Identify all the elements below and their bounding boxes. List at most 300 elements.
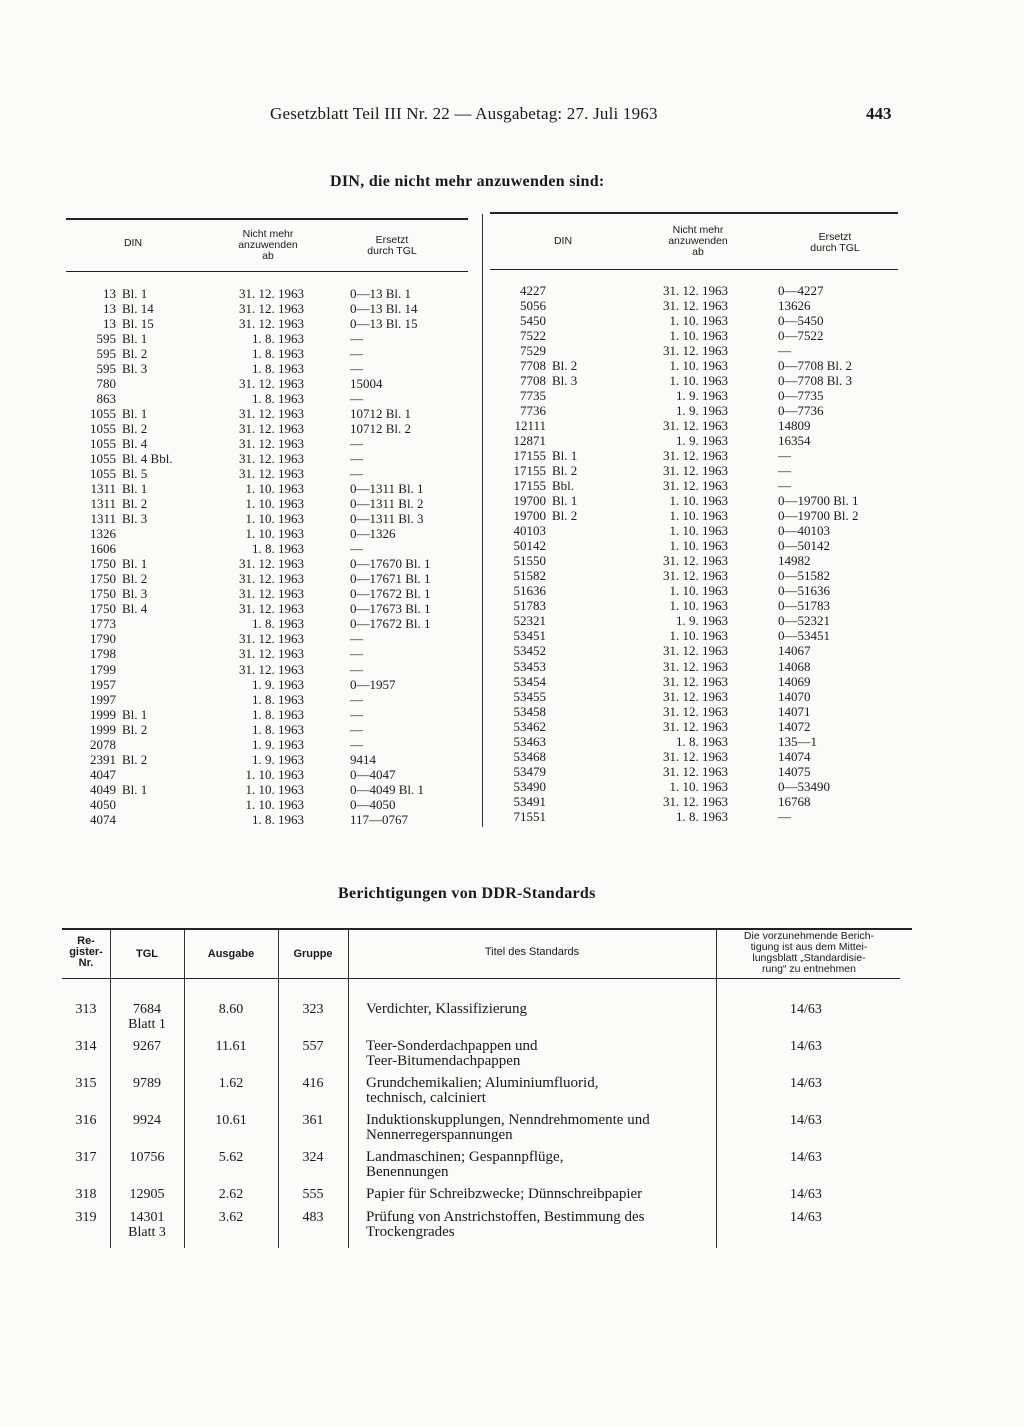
titel-line: Papier für Schreibzwecke; Dünnschreibpapier: [366, 1186, 643, 1202]
tgl-cell: 14070: [778, 688, 811, 704]
tgl-cell: 0—52321: [778, 613, 830, 629]
table-row: [494, 659, 904, 674]
date-cell: 31. 12. 1963: [239, 661, 304, 677]
reg-number: 318: [75, 1187, 97, 1202]
table-row: [76, 782, 476, 797]
date-cell: 1. 10. 1963: [669, 523, 728, 539]
running-header: Gesetzblatt Teil III Nr. 22 — Ausgabetag: 27. Juli 1963: [270, 104, 658, 123]
table-row: [76, 752, 476, 767]
din-suffix: Bbl.: [552, 478, 575, 494]
date-cell: 31. 12. 1963: [663, 793, 728, 809]
tgl-cell: 9414: [350, 751, 376, 767]
tgl-cell: 14068: [778, 658, 811, 674]
din-number: 53451: [513, 628, 546, 644]
tgl-cell: 0—7708 Bl. 2: [778, 358, 853, 374]
ddr-section-title: Berichtigungen von DDR-Standards: [338, 885, 596, 902]
din-number: 1790: [90, 631, 116, 647]
table-row: [494, 613, 904, 628]
din-suffix: Bl. 2: [552, 358, 578, 374]
date-cell: 1. 9. 1963: [252, 676, 304, 692]
table-row: [76, 767, 476, 782]
table-row: [494, 343, 904, 358]
date-cell: 31. 12. 1963: [239, 376, 304, 392]
din-suffix: Bl. 3: [122, 511, 148, 527]
din-number: 1750: [90, 556, 116, 572]
date-cell: 1. 10. 1963: [669, 628, 728, 644]
din-number: 7708: [520, 373, 546, 389]
tgl-cell: —: [350, 391, 363, 407]
din-number: 1311: [90, 481, 116, 497]
din-suffix: Bl. 2: [122, 421, 148, 437]
date-cell: 1. 10. 1963: [245, 511, 304, 527]
din-left-col-din: DIN: [123, 237, 143, 249]
tgl-cell: 0—40103: [778, 523, 830, 539]
tgl-cell: 0—17672 Bl. 1: [350, 586, 431, 602]
tgl-cell: 0—4227: [778, 283, 824, 298]
date-cell: 1. 10. 1963: [245, 481, 304, 497]
tgl-cell: 0—53451: [778, 628, 830, 644]
titel-line: Induktionskupplungen, Nenndrehmomente und: [366, 1112, 650, 1128]
table-row: [76, 616, 476, 631]
din-suffix: Bl. 1: [122, 556, 148, 572]
date-cell: 31. 12. 1963: [663, 478, 728, 494]
tgl-line: 9789: [133, 1076, 161, 1091]
date-cell: 31. 12. 1963: [239, 586, 304, 602]
date-cell: 1. 8. 1963: [676, 733, 728, 749]
date-cell: 1. 10. 1963: [669, 493, 728, 509]
tgl-cell: 16768: [778, 793, 811, 809]
din-number: 53458: [513, 703, 546, 719]
din-suffix: Bl. 1: [122, 286, 148, 301]
date-cell: 1. 10. 1963: [245, 766, 304, 782]
ausgabe-cell: 10.61: [215, 1113, 247, 1128]
din-number: 51783: [513, 598, 546, 614]
titel-line: Verdichter, Klassifizierung: [366, 1001, 528, 1017]
din-right-top-rule: [490, 212, 898, 214]
table-row: [494, 689, 904, 704]
din-number: 5450: [520, 313, 546, 329]
tgl-cell: —: [350, 451, 363, 467]
date-cell: 31. 12. 1963: [239, 556, 304, 572]
din-suffix: Bl. 1: [552, 448, 578, 464]
titel-line: Grundchemikalien; Aluminiumfluorid,: [366, 1075, 599, 1091]
tgl-cell: 0—1311 Bl. 2: [350, 496, 424, 512]
din-suffix: Bl. 3: [122, 361, 148, 377]
date-cell: 31. 12. 1963: [663, 553, 728, 569]
table-row: [76, 481, 476, 496]
tgl-cell: 14074: [778, 748, 811, 764]
mitteilung-cell: 14/63: [790, 1039, 822, 1054]
titel-cell: [366, 1039, 714, 1069]
tgl-cell: —: [778, 343, 791, 359]
date-cell: 1. 9. 1963: [676, 403, 728, 419]
din-number: 7708: [520, 358, 546, 374]
din-number: 13: [103, 286, 116, 301]
tgl-number: [110, 1210, 184, 1240]
din-suffix: Bl. 2: [552, 463, 578, 479]
table-row: [76, 331, 476, 346]
date-cell: 31. 12. 1963: [663, 283, 728, 298]
table-row: [76, 391, 476, 406]
ausgabe-cell: 5.62: [218, 1150, 244, 1165]
din-right-col-ersetzt: Ersetzt durch TGL: [810, 231, 860, 254]
date-cell: 31. 12. 1963: [239, 316, 304, 332]
tgl-cell: 14072: [778, 718, 811, 734]
tgl-cell: 0—1957: [350, 676, 396, 692]
ausgabe-cell: 1.62: [218, 1076, 244, 1091]
titel-line: Teer-Bitumendachpappen: [366, 1053, 521, 1069]
date-cell: 1. 8. 1963: [252, 811, 304, 827]
din-suffix: Bl. 3: [122, 586, 148, 602]
mitteilung-cell: 14/63: [790, 1187, 822, 1202]
din-number: 1750: [90, 571, 116, 587]
din-number: 53452: [513, 643, 546, 659]
din-suffix: Bl. 4: [122, 436, 148, 452]
tgl-line: 7684: [133, 1002, 161, 1017]
tgl-cell: 0—51582: [778, 568, 830, 584]
din-number: 863: [96, 391, 116, 407]
din-number: 53462: [513, 718, 546, 734]
tgl-cell: 14069: [778, 673, 811, 689]
tgl-cell: —: [778, 478, 791, 494]
din-number: 780: [96, 376, 116, 392]
table-row: [0, 1039, 1024, 1071]
date-cell: 1. 8. 1963: [252, 541, 304, 557]
tgl-line: 14301: [129, 1210, 165, 1225]
din-number: 1999: [90, 706, 116, 722]
ddr-col-reg: Re- gister- Nr.: [69, 935, 103, 969]
din-suffix: Bl. 15: [122, 316, 154, 332]
din-number: 53491: [513, 793, 546, 809]
table-row: [0, 1002, 1024, 1034]
din-number: 1750: [90, 601, 116, 617]
table-row: [494, 358, 904, 373]
table-row: [494, 388, 904, 403]
date-cell: 31. 12. 1963: [239, 286, 304, 301]
table-row: [494, 508, 904, 523]
din-number: 53453: [513, 658, 546, 674]
tgl-cell: —: [778, 448, 791, 464]
tgl-cell: 0—50142: [778, 538, 830, 554]
date-cell: 31. 12. 1963: [663, 763, 728, 779]
tgl-line: 10756: [129, 1150, 165, 1165]
date-cell: 31. 12. 1963: [663, 643, 728, 659]
table-row: [0, 1210, 1024, 1242]
date-cell: 1. 9. 1963: [676, 388, 728, 404]
din-number: 53490: [513, 778, 546, 794]
table-row: [76, 677, 476, 692]
ausgabe-cell: 2.62: [218, 1187, 244, 1202]
page-number: 443: [866, 104, 892, 123]
tgl-cell: 0—4047: [350, 766, 396, 782]
tgl-cell: 14071: [778, 703, 811, 719]
date-cell: 1. 10. 1963: [245, 796, 304, 812]
table-row: [494, 298, 904, 313]
table-row: [494, 779, 904, 794]
table-row: [76, 812, 476, 827]
tgl-cell: 14809: [778, 418, 811, 434]
tgl-cell: 0—7708 Bl. 3: [778, 373, 853, 389]
tgl-cell: 0—13 Bl. 15: [350, 316, 418, 332]
date-cell: 31. 12. 1963: [663, 343, 728, 359]
table-row: [76, 511, 476, 526]
tgl-cell: —: [350, 691, 363, 707]
date-cell: 1. 10. 1963: [669, 373, 728, 389]
din-number: 1055: [90, 451, 116, 467]
din-number: 17155: [513, 463, 546, 479]
ausgabe-cell: 3.62: [218, 1210, 244, 1225]
reg-number: 316: [75, 1113, 97, 1128]
titel-cell: [366, 1076, 714, 1106]
tgl-cell: 117—0767: [350, 811, 409, 827]
date-cell: 31. 12. 1963: [663, 748, 728, 764]
tgl-cell: 0—7735: [778, 388, 824, 404]
date-cell: 1. 9. 1963: [252, 751, 304, 767]
din-number: 7529: [520, 343, 546, 359]
table-row: [76, 526, 476, 541]
table-row: [76, 737, 476, 752]
tgl-cell: 0—7736: [778, 403, 824, 419]
gruppe-cell: 323: [302, 1002, 324, 1017]
din-number: 53468: [513, 748, 546, 764]
din-suffix: Bl. 2: [552, 508, 578, 524]
din-left-col-ersetzt: Ersetzt durch TGL: [367, 234, 417, 257]
table-row: [494, 448, 904, 463]
din-suffix: Bl. 2: [122, 496, 148, 512]
din-number: 1311: [90, 496, 116, 512]
table-row: [76, 631, 476, 646]
table-row: [494, 403, 904, 418]
titel-line: Trockengrades: [366, 1224, 455, 1240]
table-row: [494, 283, 904, 298]
tgl-cell: 10712 Bl. 1: [350, 406, 412, 422]
din-right-header-rule: [490, 269, 898, 270]
table-row: [494, 538, 904, 553]
table-row: [0, 1076, 1024, 1108]
titel-line: Landmaschinen; Gespannpflüge,: [366, 1149, 564, 1165]
table-row: [76, 376, 476, 391]
tgl-number: [110, 1187, 184, 1202]
table-row: [76, 346, 476, 361]
tgl-cell: 14982: [778, 553, 811, 569]
tgl-cell: 0—4050: [350, 796, 396, 812]
table-row: [76, 496, 476, 511]
titel-cell: [366, 1210, 714, 1240]
tgl-cell: —: [778, 808, 791, 824]
ausgabe-cell: 11.61: [215, 1039, 247, 1054]
tgl-number: [110, 1150, 184, 1165]
date-cell: 31. 12. 1963: [663, 688, 728, 704]
din-number: 19700: [513, 508, 546, 524]
table-row: [494, 493, 904, 508]
table-row: [76, 301, 476, 316]
ddr-col-mitteilung: Die vorzunehmende Berich- tigung ist aus dem Mittei- lungsblatt „Standardisie- rung“ zu entnehmen: [743, 930, 875, 975]
din-number: 7736: [520, 403, 546, 419]
din-number: 1798: [90, 646, 116, 662]
table-row: [76, 436, 476, 451]
din-number: 1750: [90, 586, 116, 602]
din-number: 52321: [513, 613, 546, 629]
table-row: [76, 662, 476, 677]
table-row: [494, 523, 904, 538]
date-cell: 31. 12. 1963: [663, 658, 728, 674]
din-number: 7735: [520, 388, 546, 404]
table-row: [76, 601, 476, 616]
date-cell: 31. 12. 1963: [239, 421, 304, 437]
titel-line: Teer-Sonderdachpappen und: [366, 1038, 538, 1054]
din-right-col-nicht-mehr: Nicht mehr anzuwenden ab: [668, 224, 728, 258]
titel-line: Nennerregerspannungen: [366, 1127, 513, 1143]
din-suffix: Bl. 1: [122, 331, 148, 347]
date-cell: 1. 8. 1963: [252, 706, 304, 722]
din-number: 1999: [90, 721, 116, 737]
table-row: [76, 316, 476, 331]
tgl-cell: 0—51636: [778, 583, 830, 599]
din-suffix: Bl. 4: [122, 601, 148, 617]
tgl-cell: 0—17672 Bl. 1: [350, 616, 431, 632]
table-row: [494, 418, 904, 433]
din-number: 1773: [90, 616, 116, 632]
din-suffix: Bl. 2: [122, 751, 148, 767]
din-number: 1606: [90, 541, 116, 557]
tgl-cell: 0—17670 Bl. 1: [350, 556, 431, 572]
date-cell: 1. 8. 1963: [252, 391, 304, 407]
date-cell: 31. 12. 1963: [239, 436, 304, 452]
table-row: [494, 373, 904, 388]
table-row: [76, 421, 476, 436]
tgl-cell: 0—4049 Bl. 1: [350, 781, 425, 797]
date-cell: 1. 10. 1963: [669, 538, 728, 554]
date-cell: 1. 8. 1963: [676, 808, 728, 824]
table-row: [76, 541, 476, 556]
mitteilung-cell: 14/63: [790, 1076, 822, 1091]
tgl-cell: —: [350, 361, 363, 377]
din-number: 71551: [513, 808, 546, 824]
table-row: [76, 692, 476, 707]
din-number: 40103: [513, 523, 546, 539]
mitteilung-cell: 14/63: [790, 1113, 822, 1128]
din-number: 13: [103, 316, 116, 332]
date-cell: 1. 10. 1963: [669, 508, 728, 524]
tgl-cell: 13626: [778, 298, 811, 314]
date-cell: 1. 10. 1963: [245, 781, 304, 797]
table-row: [76, 466, 476, 481]
date-cell: 1. 8. 1963: [252, 616, 304, 632]
din-number: 595: [96, 361, 116, 377]
table-row: [494, 583, 904, 598]
din-number: 17155: [513, 478, 546, 494]
din-number: 4047: [90, 766, 116, 782]
din-right-col-din: DIN: [553, 235, 573, 247]
table-row: [76, 646, 476, 661]
tgl-cell: 10712 Bl. 2: [350, 421, 412, 437]
table-row: [494, 553, 904, 568]
din-number: 4227: [520, 283, 546, 298]
date-cell: 31. 12. 1963: [239, 301, 304, 317]
din-number: 1055: [90, 436, 116, 452]
mitteilung-cell: 14/63: [790, 1150, 822, 1165]
reg-number: 319: [75, 1210, 97, 1225]
tgl-cell: 14075: [778, 763, 811, 779]
table-row: [76, 556, 476, 571]
tgl-number: [110, 1076, 184, 1091]
din-suffix: Bl. 1: [122, 481, 148, 497]
din-number: 53455: [513, 688, 546, 704]
din-number: 53454: [513, 673, 546, 689]
tgl-cell: —: [350, 331, 363, 347]
date-cell: 31. 12. 1963: [239, 631, 304, 647]
din-number: 1311: [90, 511, 116, 527]
tgl-cell: —: [350, 436, 363, 452]
din-number: 53479: [513, 763, 546, 779]
din-number: 19700: [513, 493, 546, 509]
tgl-cell: —: [350, 706, 363, 722]
mitteilung-cell: 14/63: [790, 1002, 822, 1017]
din-number: 2391: [90, 751, 116, 767]
din-left-header-rule: [66, 271, 468, 272]
date-cell: 1. 8. 1963: [252, 721, 304, 737]
tgl-line: Blatt 1: [128, 1017, 166, 1032]
date-cell: 31. 12. 1963: [663, 703, 728, 719]
table-row: [76, 451, 476, 466]
ddr-col-ausgabe: Ausgabe: [207, 948, 255, 960]
tgl-cell: 0—19700 Bl. 1: [778, 493, 859, 509]
titel-cell: [366, 1150, 714, 1180]
tgl-cell: 0—17671 Bl. 1: [350, 571, 431, 587]
table-row: [494, 433, 904, 448]
date-cell: 1. 10. 1963: [669, 313, 728, 329]
table-row: [76, 406, 476, 421]
date-cell: 31. 12. 1963: [239, 466, 304, 482]
din-number: 50142: [513, 538, 546, 554]
din-suffix: Bl. 3: [552, 373, 578, 389]
tgl-cell: —: [350, 631, 363, 647]
tgl-cell: 15004: [350, 376, 383, 392]
date-cell: 31. 12. 1963: [663, 418, 728, 434]
table-row: [0, 1150, 1024, 1182]
din-number: 5056: [520, 298, 546, 314]
tgl-line: Blatt 3: [128, 1225, 166, 1240]
table-row: [494, 674, 904, 689]
table-row: [494, 704, 904, 719]
table-row: [494, 628, 904, 643]
date-cell: 31. 12. 1963: [239, 451, 304, 467]
din-suffix: Bl. 5: [122, 466, 148, 482]
gruppe-cell: 555: [302, 1187, 324, 1202]
ddr-col-gruppe: Gruppe: [293, 948, 333, 960]
tgl-cell: 0—13 Bl. 1: [350, 286, 412, 301]
table-row: [76, 361, 476, 376]
din-left-top-rule: [66, 218, 468, 220]
din-number: 1799: [90, 661, 116, 677]
din-number: 1055: [90, 421, 116, 437]
din-number: 1055: [90, 466, 116, 482]
date-cell: 1. 9. 1963: [676, 433, 728, 449]
table-row: [494, 568, 904, 583]
date-cell: 1. 8. 1963: [252, 346, 304, 362]
din-suffix: Bl. 14: [122, 301, 154, 317]
tgl-cell: —: [350, 646, 363, 662]
din-number: 4074: [90, 811, 116, 827]
gruppe-cell: 361: [302, 1113, 324, 1128]
date-cell: 1. 10. 1963: [245, 526, 304, 542]
din-number: 1326: [90, 526, 116, 542]
din-number: 51550: [513, 553, 546, 569]
tgl-number: [110, 1002, 184, 1032]
din-left-col-nicht-mehr: Nicht mehr anzuwenden ab: [238, 228, 298, 262]
din-suffix: Bl. 1: [122, 781, 148, 797]
din-column-divider: [482, 214, 483, 827]
